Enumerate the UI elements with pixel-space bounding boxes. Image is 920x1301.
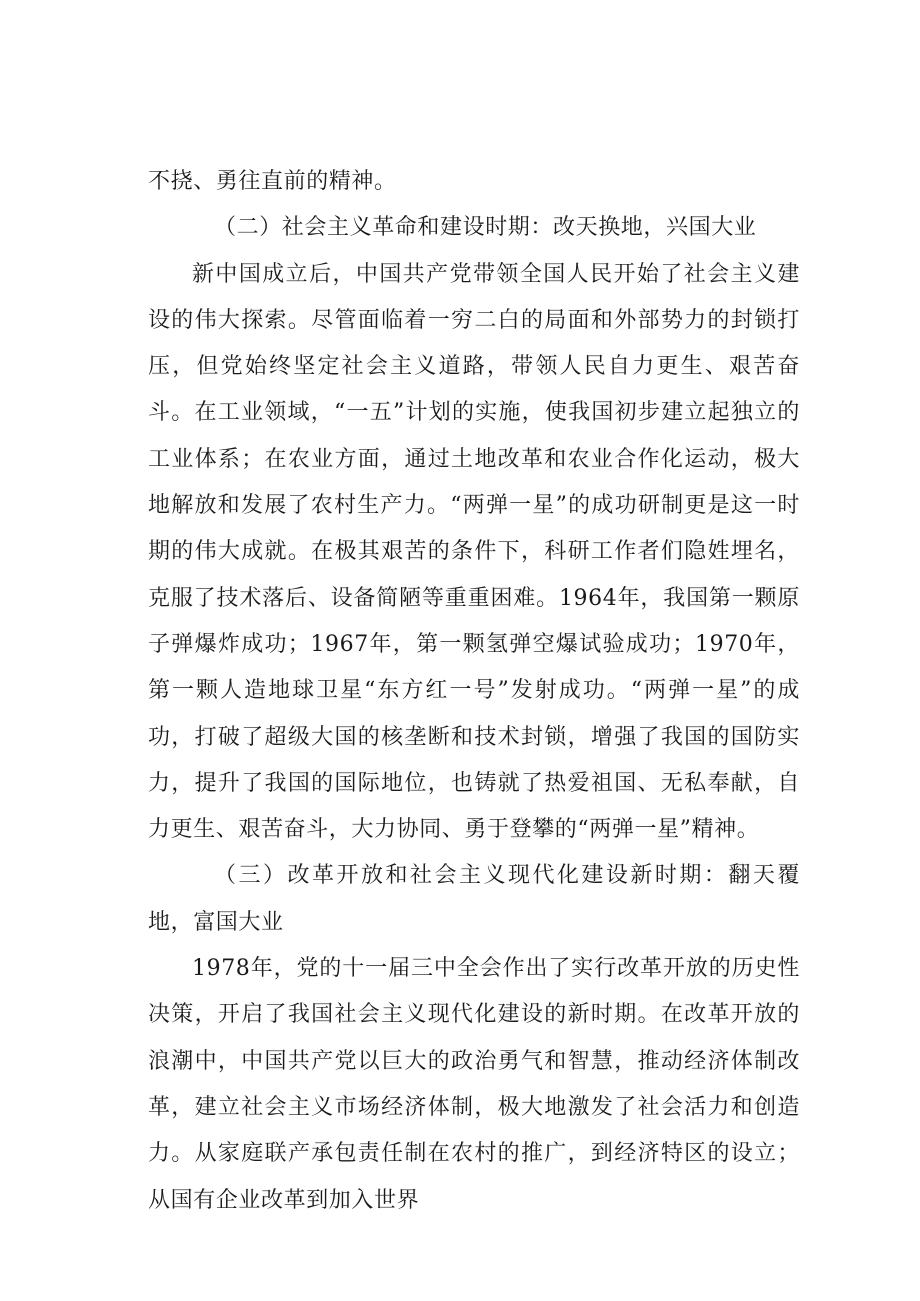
paragraph-continued: 不挠、勇往直前的精神。 xyxy=(148,169,397,194)
section-heading-2: （二）社会主义革命和建设时期：改天换地，兴国大业 xyxy=(214,215,757,241)
section-heading-3: （三）改革开放和社会主义现代化建设新时期：翻天覆地，富国大业 xyxy=(148,863,800,935)
paragraph-section-3: 1978年，党的十一届三中全会作出了实行改革开放的历史性决策，开启了我国社会主义现代化建设的新时期。在改革开放的浪潮中，中国共产党以巨大的政治勇气和智慧，推动经济体制改革，建立社会主义市场经济体制，极大地激发了社会活力和创造力。从家庭联产承包责任制在农村的推广，到经济特区的设立；从国有企业改革到加入世界 xyxy=(148,956,800,1213)
paragraph-section-2: 新中国成立后，中国共产党带领全国人民开始了社会主义建设的伟大探索。尽管面临着一穷二白的局面和外部势力的封锁打压，但党始终坚定社会主义道路，带领人民自力更生、艰苦奋斗。在工业领域，“一五”计划的实施，使我国初步建立起独立的工业体系；在农业方面，通过土地改革和农业合作化运动，极大地解放和发展了农村生产力。“两弹一星”的成功研制更是这一时期的伟大成就。在极其艰苦的条件下，科研工作者们隐姓埋名，克服了技术落后、设备简陋等重重困难。1964年，我国第一颗原子弹爆炸成功；1967年，第一颗氢弹空爆试验成功；1970年，第一颗人造地球卫星“东方红一号”发射成功。“两弹一星”的成功，打破了超级大国的核垄断和技术封锁，增强了我国的国防实力，提升了我国的国际地位，也铸就了热爱祖国、无私奉献，自力更生、艰苦奋斗，大力协同、勇于登攀的“两弹一星”精神。 xyxy=(148,261,800,843)
document-page xyxy=(148,159,800,1224)
